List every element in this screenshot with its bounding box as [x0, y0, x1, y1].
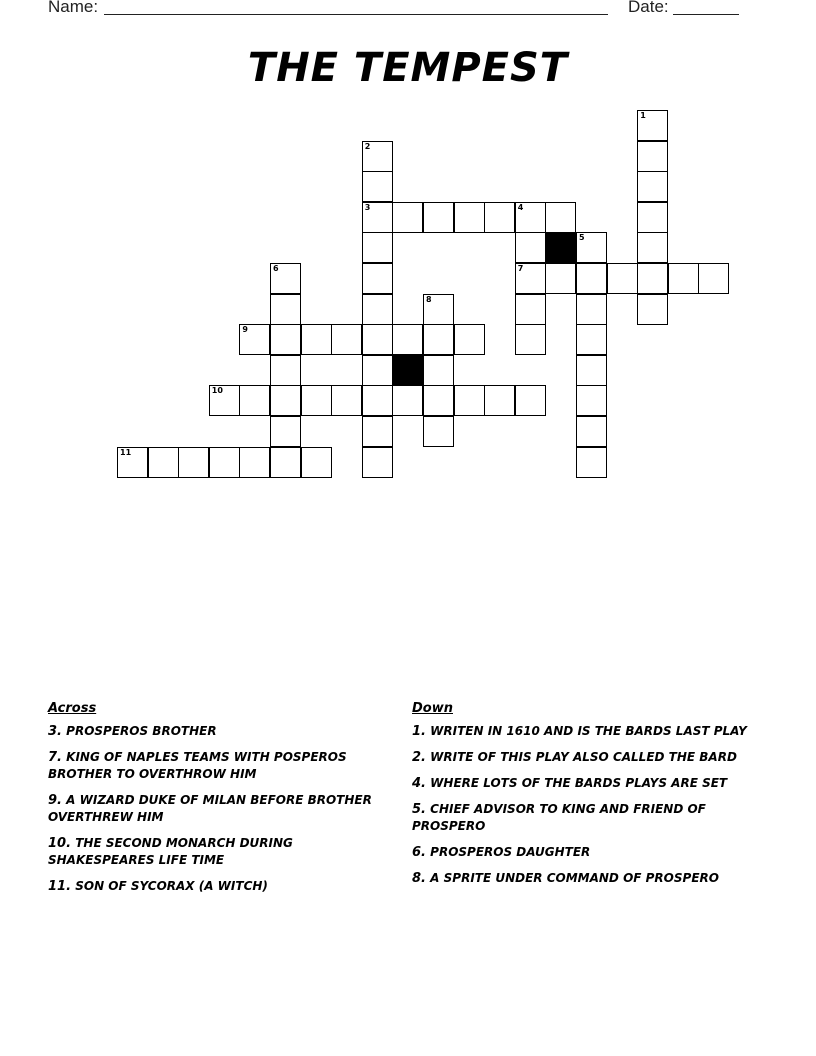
name-label: Name:	[48, 0, 99, 16]
across-clues	[48, 700, 388, 904]
clue-number: 9.	[48, 793, 62, 808]
down-clue	[412, 844, 752, 861]
crossword-cell[interactable]	[178, 447, 209, 478]
crossword-cell[interactable]	[545, 263, 576, 294]
clue-number: 4.	[412, 776, 426, 791]
cell-number: 4	[517, 202, 524, 212]
cell-number: 11	[120, 447, 132, 457]
crossword-cell[interactable]	[239, 324, 270, 355]
clue-text: KING OF NAPLES TEAMS WITH POSPEROS BROTHER TO OVERTHROW HIM	[48, 750, 347, 781]
crossword-cell[interactable]	[423, 355, 454, 386]
crossword-cell[interactable]	[637, 171, 668, 202]
crossword-cell[interactable]	[270, 355, 301, 386]
crossword-cell[interactable]	[576, 324, 607, 355]
crossword-cell[interactable]	[576, 232, 607, 263]
down-clue	[412, 775, 752, 792]
clue-text: WHERE LOTS OF THE BARDS PLAYS ARE SET	[430, 776, 728, 790]
crossword-cell[interactable]	[270, 416, 301, 447]
down-clue	[412, 870, 752, 887]
crossword-cell[interactable]	[423, 294, 454, 325]
crossword-cell[interactable]	[301, 324, 332, 355]
cell-number: 5	[579, 233, 585, 243]
crossword-cell[interactable]	[239, 385, 270, 416]
crossword-cell[interactable]	[362, 263, 393, 294]
crossword-cell[interactable]	[515, 232, 546, 263]
crossword-cell[interactable]	[637, 232, 668, 263]
clue-text: PROSPEROS BROTHER	[66, 724, 217, 738]
crossword-cell[interactable]	[515, 263, 546, 294]
clue-number: 6.	[412, 845, 426, 860]
clue-number: 7.	[48, 750, 62, 765]
crossword-cell[interactable]	[362, 385, 393, 416]
name-line[interactable]	[104, 14, 608, 15]
cell-number: 1	[640, 111, 646, 120]
clue-text: CHIEF ADVISOR TO KING AND FRIEND OF PROSPERO	[412, 802, 706, 833]
date-line[interactable]	[673, 14, 739, 15]
crossword-cell[interactable]	[209, 385, 240, 416]
cell-number: 6	[273, 264, 279, 273]
crossword-cell[interactable]	[576, 385, 607, 416]
clue-text: SON OF SYCORAX (A WITCH)	[75, 879, 268, 893]
crossword-cell[interactable]	[515, 202, 546, 233]
crossword-cell[interactable]	[515, 385, 546, 416]
across-clue	[48, 792, 388, 826]
crossword-cell[interactable]	[301, 447, 332, 478]
across-clue	[48, 749, 388, 783]
crossword-cell[interactable]	[362, 355, 393, 386]
crossword-cell[interactable]	[270, 324, 301, 355]
crossword-cell[interactable]	[576, 263, 607, 294]
cell-number: 3	[364, 202, 371, 212]
clue-number: 5.	[412, 802, 426, 817]
across-heading: Across	[48, 701, 97, 716]
cell-number: 10	[211, 386, 223, 396]
clue-number: 10.	[48, 836, 72, 851]
crossword-cell[interactable]	[607, 263, 638, 294]
crossword-cell[interactable]	[423, 324, 454, 355]
crossword-cell[interactable]	[239, 447, 270, 478]
clue-number: 3.	[48, 724, 62, 739]
crossword-cell[interactable]	[362, 324, 393, 355]
crossword-cell[interactable]	[637, 263, 668, 294]
crossword-cell[interactable]	[270, 447, 301, 478]
crossword-cell[interactable]	[454, 324, 485, 355]
crossword-cell[interactable]	[576, 447, 607, 478]
crossword-cell[interactable]	[545, 202, 576, 233]
date-label: Date:	[628, 0, 669, 16]
clue-text: WRITE OF THIS PLAY ALSO CALLED THE BARD	[430, 750, 737, 764]
crossword-cell[interactable]	[454, 202, 485, 233]
crossword-cell[interactable]	[331, 324, 362, 355]
crossword-cell[interactable]	[362, 171, 393, 202]
crossword-cell[interactable]	[362, 232, 393, 263]
clue-text: A WIZARD DUKE OF MILAN BEFORE BROTHER OVERTHREW HIM	[48, 793, 372, 824]
crossword-cell[interactable]	[698, 263, 729, 294]
clue-number: 11.	[48, 879, 72, 894]
crossword-cell[interactable]	[301, 385, 332, 416]
cell-number: 8	[426, 294, 432, 304]
clue-number: 2.	[412, 750, 426, 765]
crossword-cell[interactable]	[637, 141, 668, 172]
crossword-cell[interactable]	[362, 416, 393, 447]
crossword-cell[interactable]	[515, 324, 546, 355]
across-clue	[48, 723, 388, 740]
down-clue	[412, 723, 752, 740]
crossword-cell[interactable]	[484, 385, 515, 416]
black-square	[545, 232, 576, 263]
crossword-cell[interactable]	[423, 202, 454, 233]
across-clue	[48, 878, 388, 895]
crossword-cell[interactable]	[117, 447, 148, 478]
down-clue	[412, 801, 752, 835]
crossword-cell[interactable]	[270, 294, 301, 325]
cell-number: 9	[242, 325, 248, 335]
clue-number: 8.	[412, 871, 426, 886]
crossword-cell[interactable]	[331, 385, 362, 416]
crossword-cell[interactable]	[362, 202, 393, 233]
crossword-cell[interactable]	[637, 202, 668, 233]
down-clue	[412, 749, 752, 766]
crossword-cell[interactable]	[362, 447, 393, 478]
puzzle-title: THE TEMPEST	[247, 45, 569, 91]
clue-text: PROSPEROS DAUGHTER	[430, 845, 591, 859]
clue-text: THE SECOND MONARCH DURING SHAKESPEARES LIFE TIME	[48, 836, 293, 867]
down-heading: Down	[412, 701, 453, 716]
crossword-cell[interactable]	[515, 294, 546, 325]
crossword-cell[interactable]	[454, 385, 485, 416]
crossword-cell[interactable]	[637, 110, 668, 141]
down-clues	[412, 700, 752, 896]
crossword-cell[interactable]	[576, 416, 607, 447]
crossword-cell[interactable]	[392, 324, 423, 355]
crossword-cell[interactable]	[362, 294, 393, 325]
black-square	[392, 355, 423, 386]
clue-text: WRITEN IN 1610 AND IS THE BARDS LAST PLAY	[430, 724, 747, 738]
crossword-cell[interactable]	[637, 294, 668, 325]
across-clue	[48, 835, 388, 869]
crossword-cell[interactable]	[148, 447, 179, 478]
crossword-cell[interactable]	[270, 385, 301, 416]
crossword-cell[interactable]	[576, 294, 607, 325]
crossword-cell[interactable]	[668, 263, 699, 294]
crossword-cell[interactable]	[392, 385, 423, 416]
crossword-cell[interactable]	[576, 355, 607, 386]
crossword-cell[interactable]	[209, 447, 240, 478]
crossword-cell[interactable]	[270, 263, 301, 294]
cell-number: 7	[517, 264, 524, 273]
crossword-cell[interactable]	[423, 416, 454, 447]
clue-text: A SPRITE UNDER COMMAND OF PROSPERO	[430, 871, 719, 885]
crossword-cell[interactable]	[423, 385, 454, 416]
clue-number: 1.	[412, 724, 426, 739]
crossword-cell[interactable]	[484, 202, 515, 233]
crossword-cell[interactable]	[392, 202, 423, 233]
crossword-cell[interactable]	[362, 141, 393, 172]
cell-number: 2	[364, 141, 371, 151]
